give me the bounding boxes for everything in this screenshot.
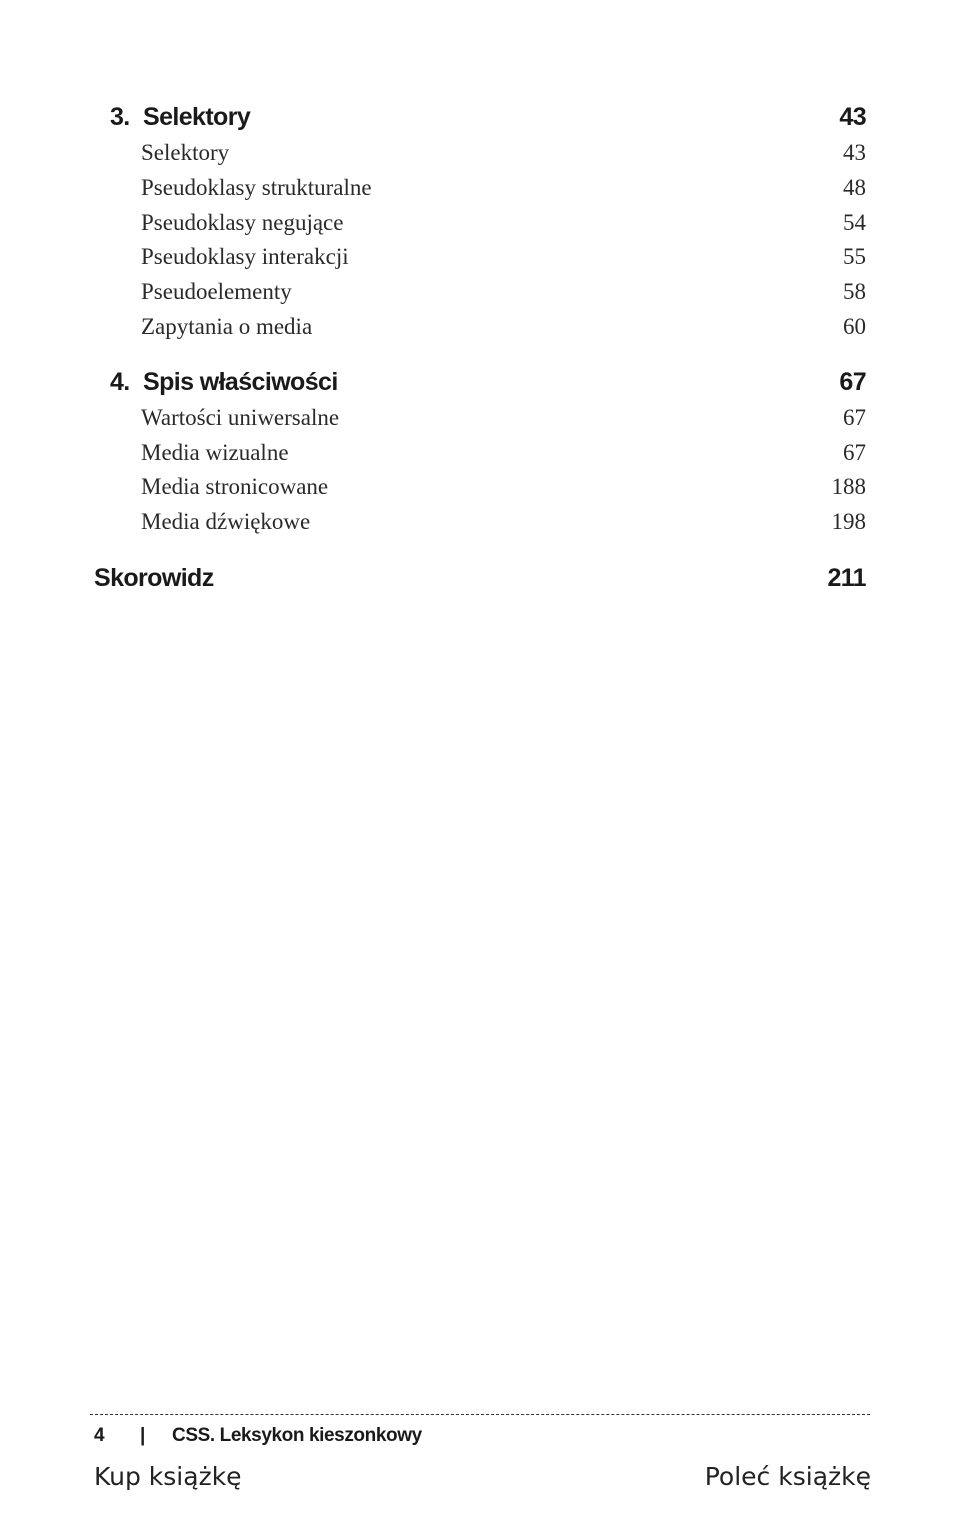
entry-page: 60 — [843, 313, 866, 339]
entry-page: 188 — [831, 474, 866, 500]
chapter-heading[interactable] — [94, 98, 866, 136]
entry-page: 67 — [843, 404, 866, 430]
entry-title: Media wizualne — [141, 439, 289, 465]
toc-entry[interactable] — [94, 436, 866, 471]
entry-page: 67 — [843, 439, 866, 465]
footer-separator: | — [140, 1425, 145, 1446]
chapter-page: 43 — [839, 103, 866, 131]
entry-page: 54 — [843, 209, 866, 235]
chapter-3 — [94, 98, 866, 345]
page-footer — [94, 1422, 422, 1450]
index-heading[interactable] — [94, 558, 866, 598]
toc-entry[interactable] — [94, 505, 866, 540]
toc-entry[interactable] — [94, 310, 866, 345]
entry-title: Media dźwiękowe — [141, 509, 311, 535]
footer-page-number: 4 — [94, 1425, 105, 1446]
entry-title: Selektory — [141, 140, 230, 165]
buy-book-link[interactable]: Kup książkę — [94, 1462, 242, 1491]
chapter-page: 67 — [839, 367, 866, 396]
toc-entry[interactable] — [94, 470, 866, 505]
index-title: Skorowidz — [94, 563, 214, 592]
toc-entry[interactable] — [94, 206, 866, 241]
entry-title: Wartości uniwersalne — [141, 404, 340, 430]
entry-title: Pseudoklasy strukturalne — [141, 174, 372, 200]
entry-title: Pseudoklasy negujące — [141, 209, 344, 235]
entry-title: Pseudoelementy — [141, 279, 292, 305]
footer-book-title: CSS. Leksykon kieszonkowy — [172, 1425, 422, 1446]
chapter-4 — [94, 363, 866, 540]
chapter-title: Selektory — [143, 103, 251, 131]
toc-entry[interactable] — [94, 136, 866, 171]
entry-page: 55 — [843, 244, 866, 270]
entry-title: Media stronicowane — [141, 474, 329, 500]
chapter-title: Spis właściwości — [143, 367, 338, 396]
toc-entry[interactable] — [94, 275, 866, 310]
entry-page: 198 — [831, 509, 866, 535]
footer-divider — [90, 1414, 870, 1415]
bottom-links — [94, 1462, 871, 1491]
chapter-number: 3. — [110, 103, 130, 131]
toc-entry[interactable] — [94, 401, 866, 436]
toc-entry[interactable] — [94, 171, 866, 206]
entry-title: Pseudoklasy interakcji — [141, 244, 349, 270]
entry-page: 43 — [843, 140, 866, 165]
toc-entry[interactable] — [94, 240, 866, 275]
entry-page: 58 — [843, 279, 866, 305]
index-page: 211 — [827, 563, 866, 592]
chapter-number: 4. — [110, 367, 130, 396]
entry-title: Zapytania o media — [141, 313, 313, 339]
table-of-contents — [94, 98, 866, 598]
chapter-heading[interactable] — [94, 363, 866, 401]
recommend-book-link[interactable]: Poleć książkę — [704, 1462, 871, 1491]
entry-page: 48 — [843, 174, 866, 200]
